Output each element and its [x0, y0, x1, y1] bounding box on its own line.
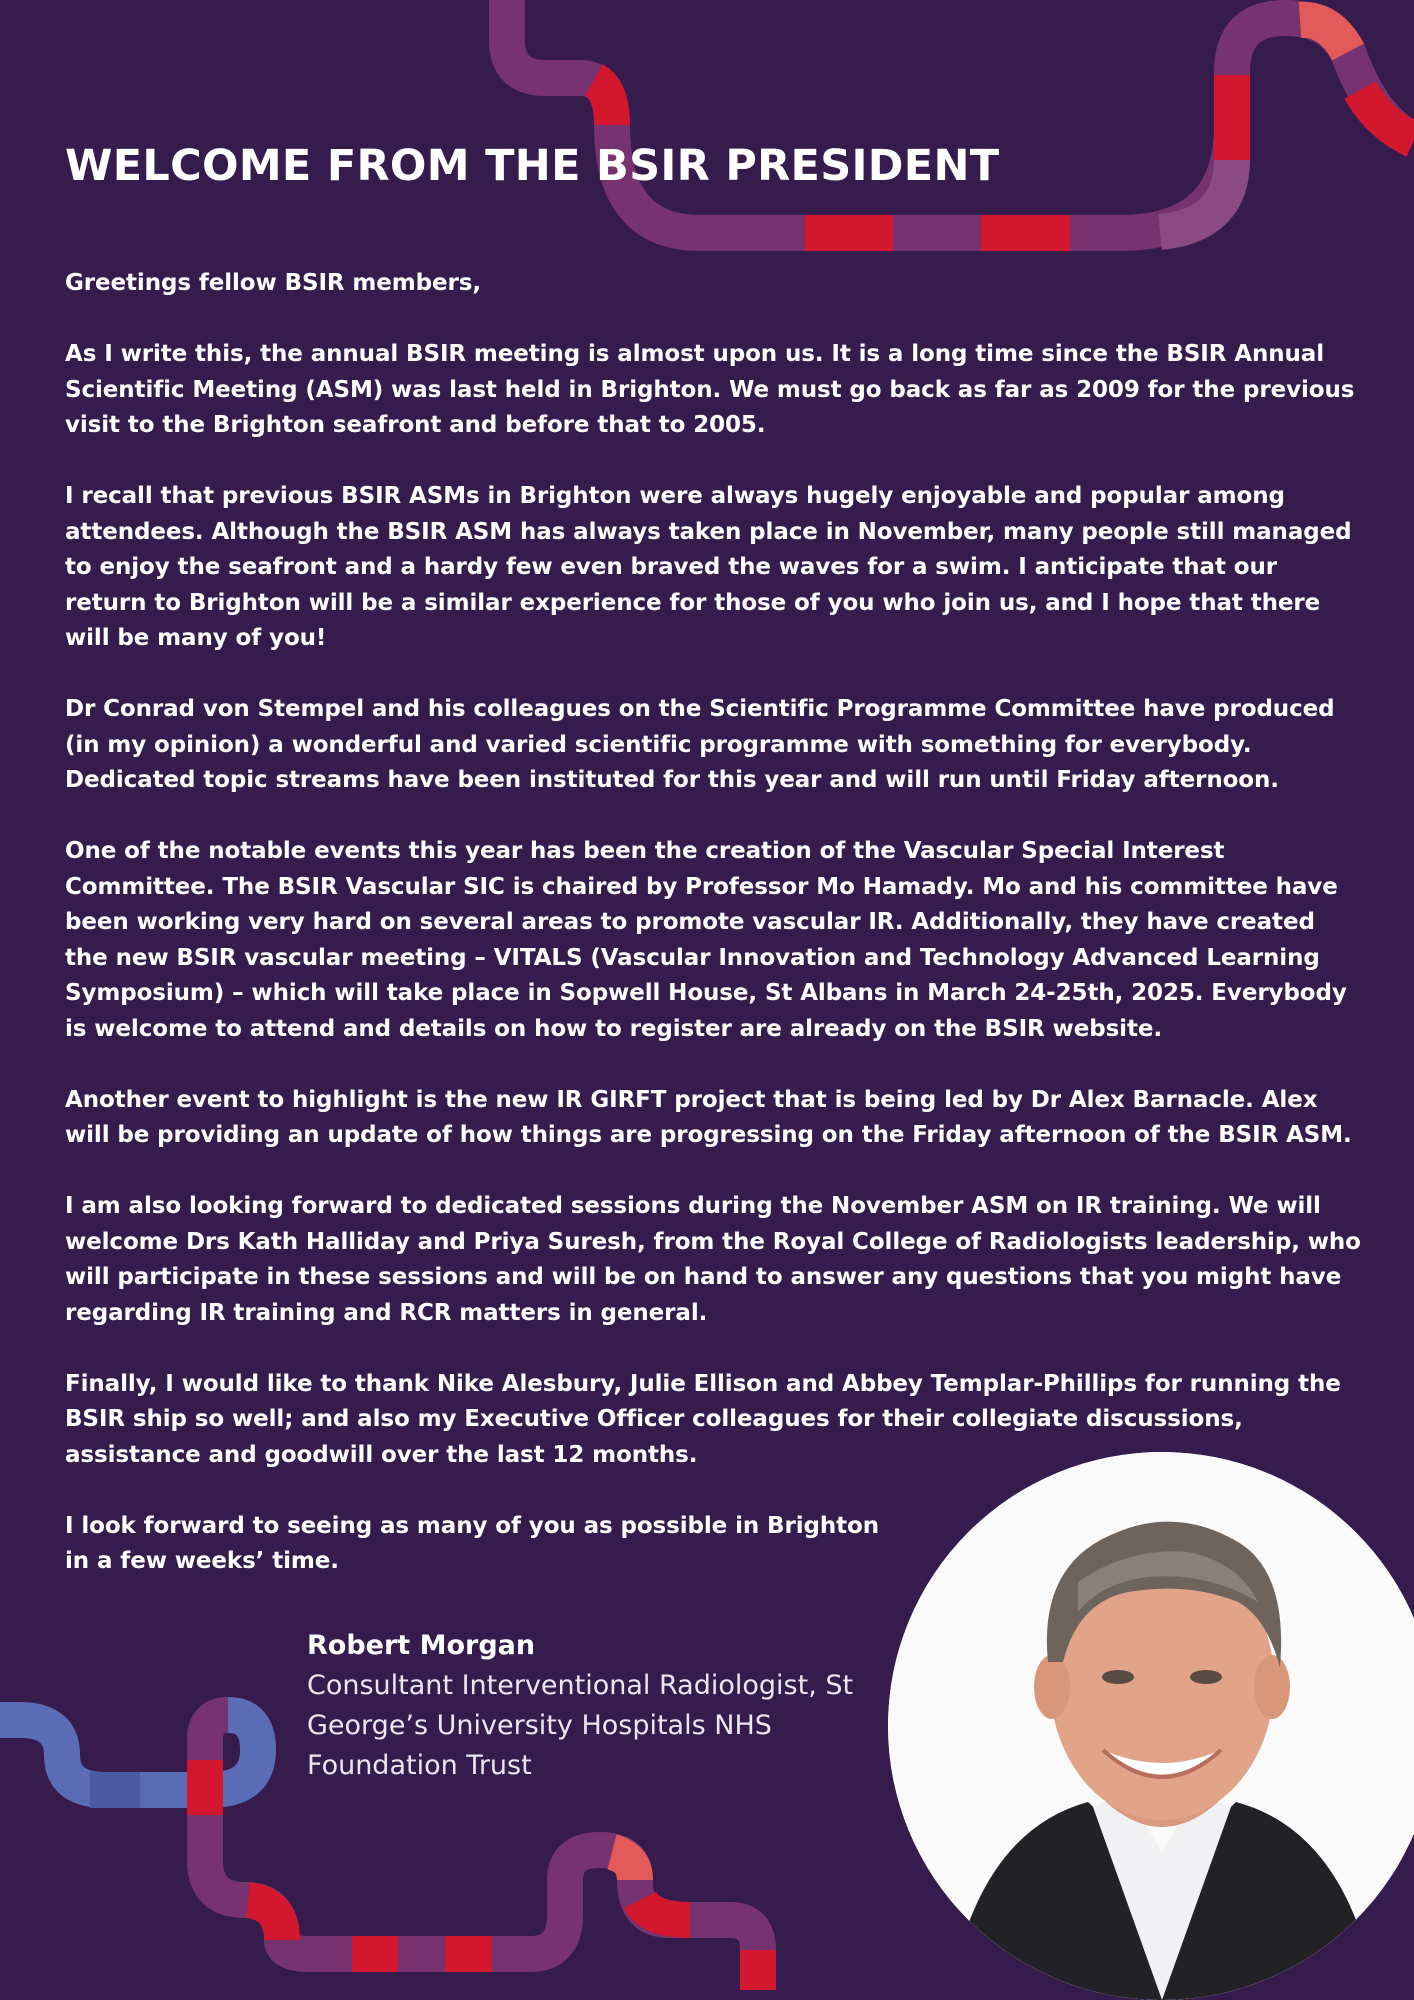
bottom-ribbon-red-2 [248, 1900, 282, 1940]
top-ribbon-purple [507, 0, 1414, 233]
top-ribbon-coral [1300, 20, 1348, 52]
letter-paragraph: I recall that previous BSIR ASMs in Brighton were always hugely enjoyable and popular among attendees. Although the BSIR ASM has always taken place in November, many people still managed to enjoy the seafront and a hardy few even braved the waves for a swim. I anticipate that our return to Brighton will be a similar experience for those of you who join us, and I hope that there will be many of you! [65, 483, 1352, 651]
top-ribbon-red-5 [1360, 90, 1414, 140]
page-title: WELCOME FROM THE BSIR PRESIDENT [65, 141, 1000, 191]
letter-paragraph: Another event to highlight is the new IR GIRFT project that is being led by Dr Alex Barnacle. Alex will be providing an update of how things are progressing on the Friday afternoon of the BSIR ASM. [65, 1086, 1352, 1148]
bottom-ribbon-coral [612, 1852, 635, 1880]
letter-body [65, 266, 1365, 1615]
bottom-ribbon-red-5 [640, 1900, 690, 1920]
closing-paragraph: I look forward to seeing as many of you as possible in Brighton in a few weeks’ time. [65, 1512, 880, 1574]
greeting-paragraph: Greetings fellow BSIR members, [65, 270, 481, 296]
letter-paragraph: Finally, I would like to thank Nike Alesbury, Julie Ellison and Abbey Templar-Phillips for running the BSIR ship so well; and also my Executive Officer colleagues for their collegiate discussions, assistance and goodwill over the last 12 months. [65, 1370, 1341, 1468]
signature-block [307, 1626, 877, 1786]
signatory-name: Robert Morgan [307, 1630, 536, 1661]
letter-paragraph: One of the notable events this year has been the creation of the Vascular Special Interest Committee. The BSIR Vascular SIC is chaired by Professor Mo Hamady. Mo and his committee have been working very hard on several areas to promote vascular IR. Additionally, they have created the new BSIR vascular meeting – VITALS (Vascular Innovation and Technology Advanced Learning Symposium) – which will take place in Sopwell House, St Albans in March 24-25th, 2025. Everybody is welcome to attend and details on how to register are already on the BSIR website. [65, 838, 1347, 1042]
bottom-ribbon-blue [0, 1715, 258, 1790]
portrait-photo-icon [888, 1452, 1414, 2000]
letter-paragraph: As I write this, the annual BSIR meeting is almost upon us. It is a long time since the BSIR Annual Scientific Meeting (ASM) was last held in Brighton. We must go back as far as 2009 for the previous visit to the Brighton seafront and before that to 2005. [65, 341, 1355, 438]
portrait-photo [888, 1452, 1414, 2000]
top-ribbon-red-1 [594, 80, 612, 125]
top-ribbon-light-1 [1160, 160, 1232, 232]
letter-paragraph: Dr Conrad von Stempel and his colleagues on the Scientific Programme Committee have produced (in my opinion) a wonderful and varied scientific programme with something for everybody. Dedicated topic streams have been instituted for this year and will run until Friday afternoon. [65, 696, 1335, 793]
letter-paragraph: I am also looking forward to dedicated sessions during the November ASM on IR training. We will welcome Drs Kath Halliday and Priya Suresh, from the Royal College of Radiologists leadership, who will participate in these sessions and will be on hand to answer any questions that you might have regarding IR training and RCR matters in general. [65, 1193, 1361, 1326]
signatory-title: Consultant Interventional Radiologist, St George’s University Hospitals NHS Foundation Trust [307, 1670, 854, 1781]
